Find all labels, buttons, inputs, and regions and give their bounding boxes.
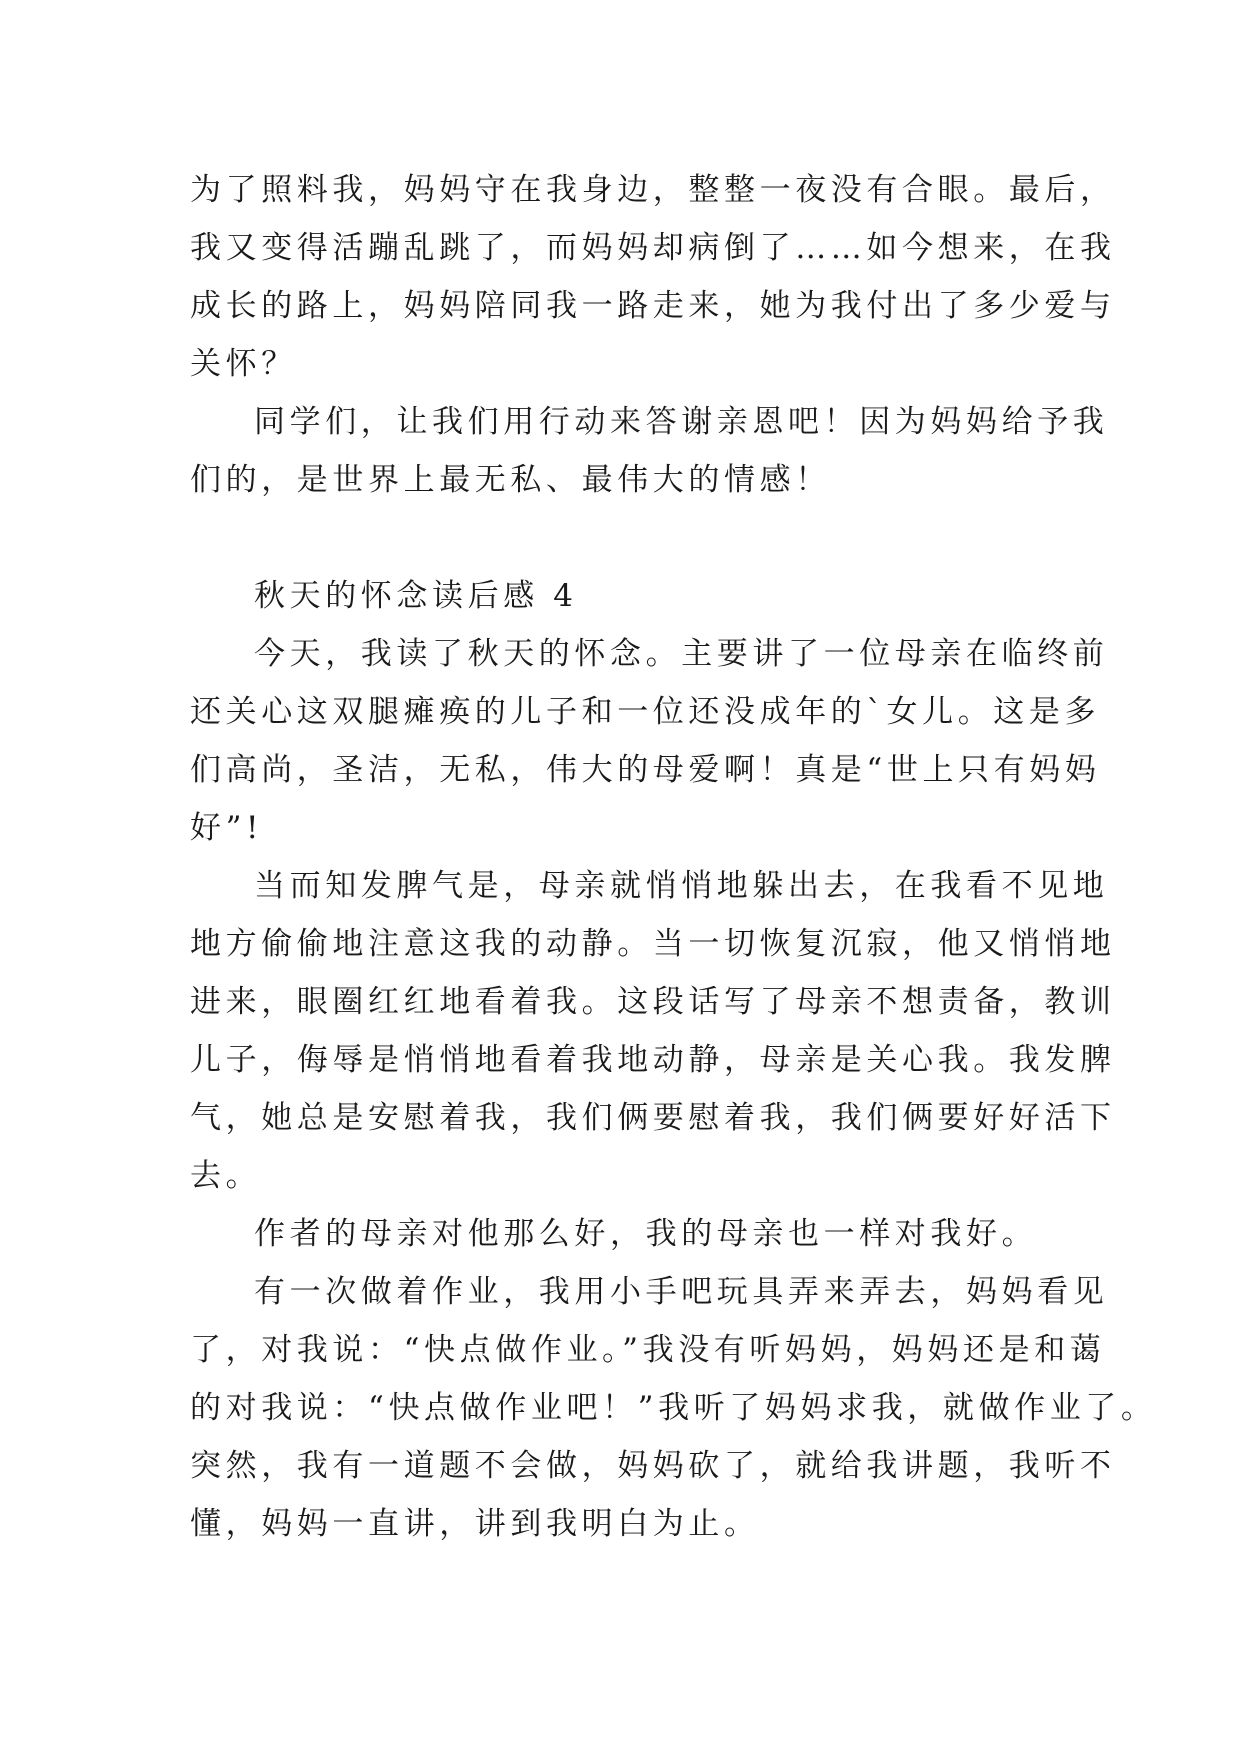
text-line: 关怀？ bbox=[190, 346, 297, 382]
text-line: 了，对我说：“快点做作业。”我没有听妈妈，妈妈还是和蔼 bbox=[190, 1332, 1106, 1368]
text-line: 好”! bbox=[190, 810, 264, 846]
text-line: 儿子，侮辱是悄悄地看着我地动静，母亲是关心我。我发脾 bbox=[190, 1042, 1116, 1078]
text-line: 有一次做着作业，我用小手吧玩具弄来弄去，妈妈看见 bbox=[254, 1274, 1109, 1310]
text-line: 今天，我读了秋天的怀念。主要讲了一位母亲在临终前 bbox=[254, 636, 1109, 672]
text-line: 当而知发脾气是，母亲就悄悄地躲出去，在我看不见地 bbox=[254, 868, 1109, 904]
text-line: 们高尚，圣洁，无私，伟大的母爱啊！真是“世上只有妈妈 bbox=[190, 752, 1101, 788]
text-line: 作者的母亲对他那么好，我的母亲也一样对我好。 bbox=[254, 1216, 1038, 1252]
section-heading: 秋天的怀念读后感 4 bbox=[254, 578, 578, 614]
text-line: 成长的路上，妈妈陪同我一路走来，她为我付出了多少爱与 bbox=[190, 288, 1116, 324]
text-line: 地方偷偷地注意这我的动静。当一切恢复沉寂，他又悄悄地 bbox=[190, 926, 1116, 962]
text-line: 进来，眼圈红红地看着我。这段话写了母亲不想责备，教训 bbox=[190, 984, 1116, 1020]
text-line: 同学们，让我们用行动来答谢亲恩吧！因为妈妈给予我 bbox=[254, 404, 1109, 440]
text-line: 突然，我有一道题不会做，妈妈砍了，就给我讲题，我听不 bbox=[190, 1448, 1116, 1484]
text-line: 还关心这双腿瘫痪的儿子和一位还没成年的`女儿。这是多 bbox=[190, 694, 1101, 730]
text-line: 我又变得活蹦乱跳了，而妈妈却病倒了……如今想来，在我 bbox=[190, 230, 1116, 266]
text-line: 为了照料我，妈妈守在我身边，整整一夜没有合眼。最后， bbox=[190, 172, 1116, 208]
text-line: 懂，妈妈一直讲，讲到我明白为止。 bbox=[190, 1506, 760, 1542]
text-line: 们的，是世界上最无私、最伟大的情感！ bbox=[190, 462, 831, 498]
text-line: 的对我说：“快点做作业吧！”我听了妈妈求我，就做作业了。 bbox=[190, 1390, 1157, 1426]
text-line: 气，她总是安慰着我，我们俩要慰着我，我们俩要好好活下 bbox=[190, 1100, 1116, 1136]
text-line: 去。 bbox=[190, 1158, 262, 1194]
